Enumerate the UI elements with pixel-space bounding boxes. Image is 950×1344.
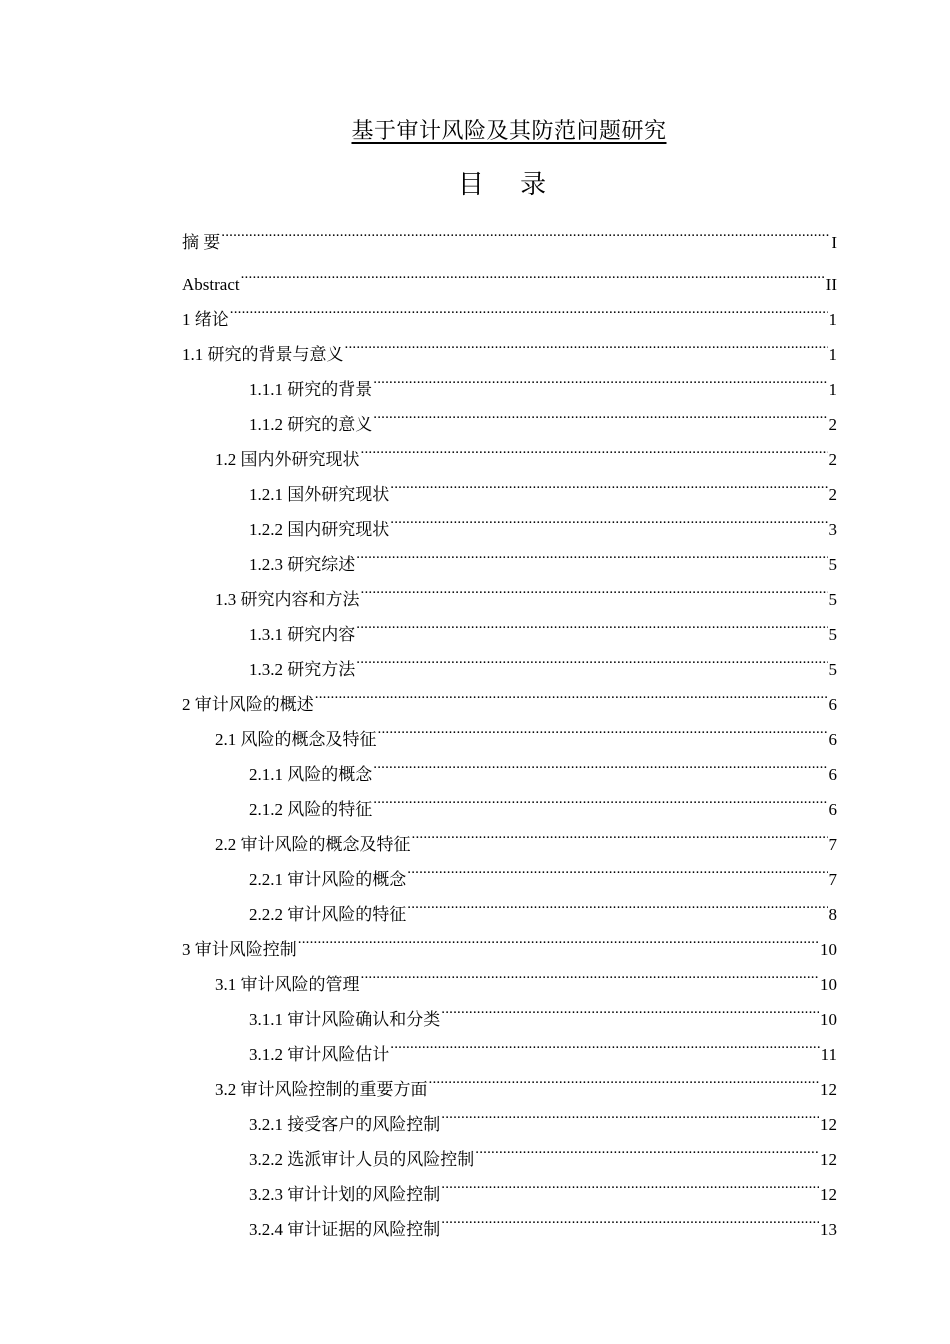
toc-entry-page-number: 7 xyxy=(828,835,837,854)
toc-entry-page-number: 6 xyxy=(828,800,837,819)
toc-entry-label: 2.2.1 审计风险的概念 xyxy=(249,870,407,889)
toc-entry-label: 3.2.2 选派审计人员的风险控制 xyxy=(249,1150,475,1169)
toc-entry-page-number: 12 xyxy=(820,1115,837,1134)
toc-entry-label: 1.3.2 研究方法 xyxy=(249,660,356,679)
toc-entry-label: 1.3.1 研究内容 xyxy=(249,625,356,644)
toc-entry-label: 3.2.4 审计证据的风险控制 xyxy=(249,1220,441,1239)
toc-entry-label: 摘 要 xyxy=(182,233,221,252)
toc-entry-label: 2 审计风险的概述 xyxy=(182,695,314,714)
toc-entry-label: 1.2.2 国内研究现状 xyxy=(249,520,390,539)
toc-entry-label: 1.2 国内外研究现状 xyxy=(215,450,360,469)
toc-entry-page-number: 1 xyxy=(828,310,837,329)
toc-dot-leader xyxy=(315,675,828,710)
toc-dot-leader xyxy=(390,465,827,500)
toc-entry-page-number: 5 xyxy=(828,625,837,644)
document-title: 基于审计风险及其防范问题研究 xyxy=(351,118,667,143)
toc-entry-label: 1.2.1 国外研究现状 xyxy=(249,485,390,504)
toc-dot-leader xyxy=(441,1200,819,1235)
toc-dot-leader xyxy=(390,500,827,535)
toc-entry-page-number: 6 xyxy=(828,765,837,784)
toc-dot-leader xyxy=(241,255,825,290)
toc-entry-label: 3.2.1 接受客户的风险控制 xyxy=(249,1115,441,1134)
toc-dot-leader xyxy=(298,920,819,955)
toc-entry-page-number: 5 xyxy=(828,590,837,609)
toc-dot-leader xyxy=(373,745,827,780)
toc-entry-page-number: 3 xyxy=(828,520,837,539)
toc-entry-page-number: 1 xyxy=(828,380,837,399)
toc-entry-label: Abstract xyxy=(182,275,240,294)
toc-entry-label: 2.2 审计风险的概念及特征 xyxy=(215,835,411,854)
toc-entry-label: 2.1 风险的概念及特征 xyxy=(215,730,377,749)
toc-entry-label: 1 绪论 xyxy=(182,310,229,329)
toc-entry[interactable] xyxy=(182,325,837,364)
toc-entry-label: 1.3 研究内容和方法 xyxy=(215,590,360,609)
toc-entry-label: 2.2.2 审计风险的特征 xyxy=(249,905,407,924)
toc-dot-leader xyxy=(475,1130,819,1165)
toc-dot-leader xyxy=(429,1060,820,1095)
toc-dot-leader xyxy=(390,1025,819,1060)
toc-dot-leader xyxy=(373,395,827,430)
toc-entry-label: 3.1.2 审计风险估计 xyxy=(249,1045,390,1064)
table-of-contents xyxy=(182,213,837,1239)
toc-entry[interactable] xyxy=(182,213,837,252)
toc-entry-label: 3 审计风险控制 xyxy=(182,940,297,959)
toc-dot-leader xyxy=(378,710,828,745)
toc-entry-label: 1.1 研究的背景与意义 xyxy=(182,345,344,364)
toc-dot-leader xyxy=(412,815,828,850)
toc-entry-page-number: 2 xyxy=(828,450,837,469)
toc-entry-page-number: 12 xyxy=(820,1185,837,1204)
toc-dot-leader xyxy=(356,535,827,570)
toc-dot-leader xyxy=(441,990,819,1025)
toc-entry-label: 1.1.1 研究的背景 xyxy=(249,380,373,399)
toc-entry-page-number: 2 xyxy=(828,485,837,504)
toc-dot-leader xyxy=(407,885,827,920)
toc-entry-page-number: 5 xyxy=(828,555,837,574)
toc-dot-leader xyxy=(407,850,827,885)
toc-entry-page-number: 6 xyxy=(828,695,837,714)
toc-heading: 目 录 xyxy=(457,170,561,200)
toc-entry-label: 1.2.3 研究综述 xyxy=(249,555,356,574)
toc-dot-leader xyxy=(373,360,827,395)
toc-dot-leader xyxy=(361,430,828,465)
toc-entry-page-number: 7 xyxy=(828,870,837,889)
toc-dot-leader xyxy=(230,290,828,325)
toc-entry-page-number: 11 xyxy=(820,1045,837,1064)
toc-dot-leader xyxy=(373,780,827,815)
toc-entry[interactable] xyxy=(182,290,837,329)
toc-entry-page-number: 5 xyxy=(828,660,837,679)
toc-entry-label: 1.1.2 研究的意义 xyxy=(249,415,373,434)
toc-dot-leader xyxy=(356,605,827,640)
toc-entry-page-number: I xyxy=(831,233,837,252)
toc-dot-leader xyxy=(221,213,830,248)
toc-entry-page-number: 12 xyxy=(820,1150,837,1169)
toc-entry-label: 2.1.2 风险的特征 xyxy=(249,800,373,819)
toc-entry-label: 2.1.1 风险的概念 xyxy=(249,765,373,784)
toc-entry-page-number: II xyxy=(825,275,837,294)
toc-entry-label: 3.2.3 审计计划的风险控制 xyxy=(249,1185,441,1204)
toc-entry-page-number: 6 xyxy=(828,730,837,749)
toc-dot-leader xyxy=(441,1095,819,1130)
toc-dot-leader xyxy=(441,1165,819,1200)
toc-entry-page-number: 8 xyxy=(828,905,837,924)
toc-entry-label: 3.2 审计风险控制的重要方面 xyxy=(215,1080,428,1099)
toc-entry-page-number: 13 xyxy=(820,1220,837,1239)
toc-entry-page-number: 10 xyxy=(820,940,837,959)
toc-entry-page-number: 1 xyxy=(828,345,837,364)
toc-dot-leader xyxy=(361,570,828,605)
toc-entry-page-number: 10 xyxy=(820,1010,837,1029)
toc-entry-page-number: 2 xyxy=(828,415,837,434)
toc-dot-leader xyxy=(345,325,828,360)
toc-entry[interactable] xyxy=(182,255,837,294)
toc-entry-page-number: 10 xyxy=(820,975,837,994)
toc-entry-label: 3.1 审计风险的管理 xyxy=(215,975,360,994)
toc-dot-leader xyxy=(361,955,820,990)
toc-dot-leader xyxy=(356,640,827,675)
toc-entry-page-number: 12 xyxy=(820,1080,837,1099)
toc-entry-label: 3.1.1 审计风险确认和分类 xyxy=(249,1010,441,1029)
